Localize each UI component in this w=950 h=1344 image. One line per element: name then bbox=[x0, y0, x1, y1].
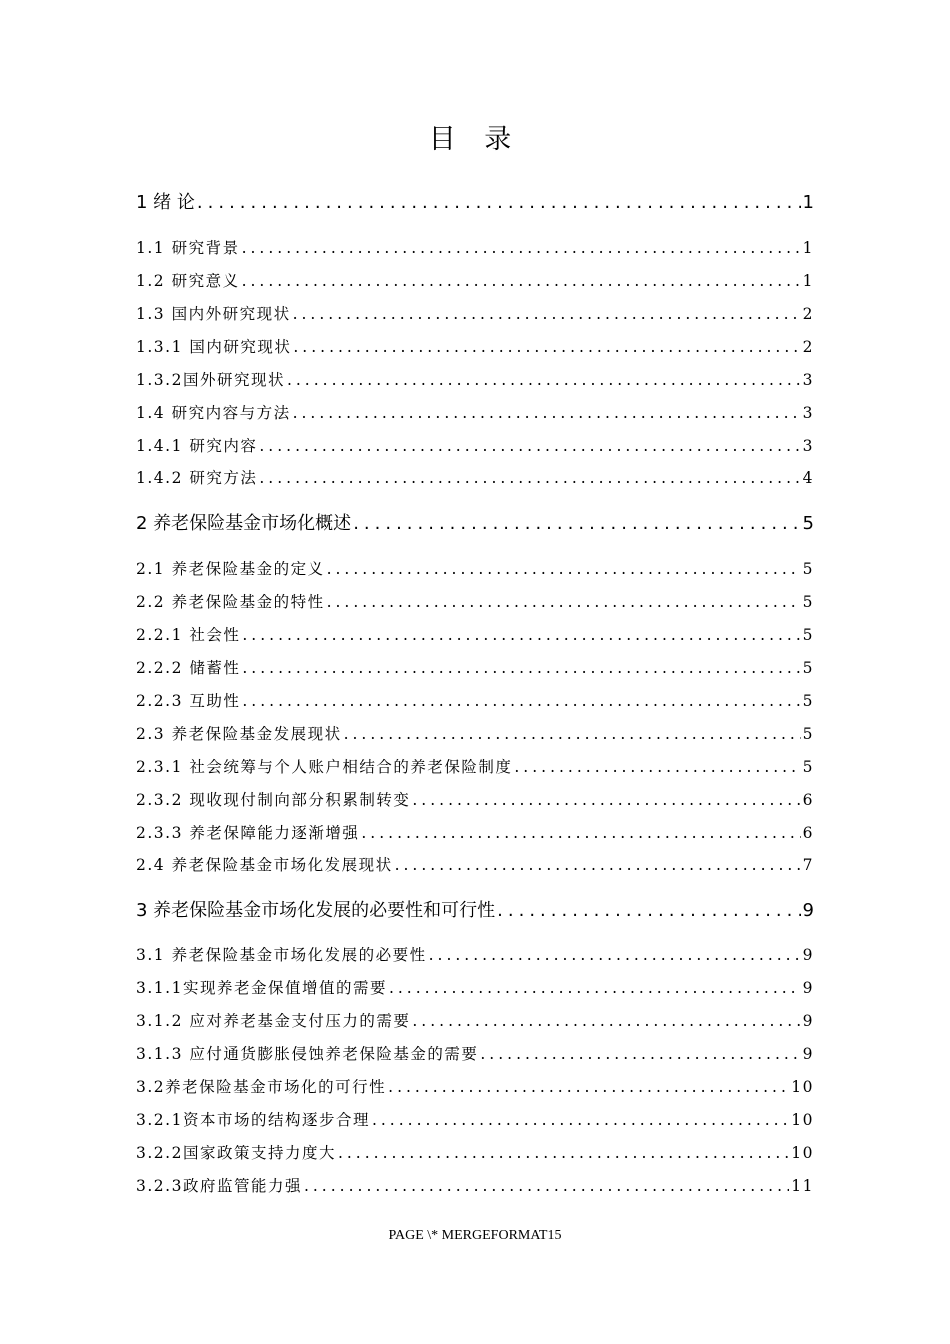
dot-leader bbox=[395, 853, 801, 877]
toc-entry-page: 11 bbox=[791, 1177, 814, 1195]
toc-entry-label: 3.1.1实现养老金保值增值的需要 bbox=[136, 979, 387, 997]
dot-leader bbox=[514, 755, 800, 779]
toc-entry-page: 2 bbox=[802, 305, 814, 323]
toc-entry-label: 3.1 养老保险基金市场化发展的必要性 bbox=[136, 946, 427, 964]
page-footer-field: PAGE \* MERGEFORMAT15 bbox=[388, 1228, 562, 1243]
toc-entry-label: 1 绪 论 bbox=[136, 192, 195, 213]
dot-leader bbox=[327, 557, 801, 581]
toc-entry-label: 3.2.3政府监管能力强 bbox=[136, 1177, 302, 1195]
toc-entry-label: 1.1 研究背景 bbox=[136, 239, 240, 257]
toc-entry-page: 10 bbox=[791, 1078, 814, 1096]
dot-leader bbox=[293, 401, 801, 425]
toc-entry-2-4[interactable] bbox=[136, 853, 814, 877]
dot-leader bbox=[353, 510, 800, 538]
dot-leader bbox=[293, 302, 801, 326]
toc-entry-label: 2.3 养老保险基金发展现状 bbox=[136, 725, 342, 743]
dot-leader bbox=[480, 1042, 800, 1066]
toc-entry-label: 2.1 养老保险基金的定义 bbox=[136, 560, 325, 578]
toc-entry-1-3[interactable] bbox=[136, 302, 814, 326]
toc-entry-label: 2.3.1 社会统筹与个人账户相结合的养老保险制度 bbox=[136, 758, 513, 776]
toc-entry-label: 3.2养老保险基金市场化的可行性 bbox=[136, 1078, 387, 1096]
toc-entry-label: 3 养老保险基金市场化发展的必要性和可行性 bbox=[136, 900, 496, 921]
dot-leader bbox=[242, 269, 801, 293]
toc-entry-label: 2.2 养老保险基金的特性 bbox=[136, 593, 325, 611]
toc-entry-2-3[interactable] bbox=[136, 722, 814, 746]
toc-entry-page: 9 bbox=[802, 979, 814, 997]
toc-entry-page: 10 bbox=[791, 1111, 814, 1129]
toc-entry-3-2[interactable] bbox=[136, 1075, 814, 1099]
toc-entry-2-2[interactable] bbox=[136, 590, 814, 614]
dot-leader bbox=[259, 466, 800, 490]
toc-entry-page: 9 bbox=[802, 946, 814, 964]
toc-entry-page: 3 bbox=[802, 371, 814, 389]
dot-leader bbox=[361, 821, 800, 845]
dot-leader bbox=[429, 943, 801, 967]
toc-entry-2-3-2[interactable] bbox=[136, 788, 814, 812]
toc-entry-label: 1.4 研究内容与方法 bbox=[136, 404, 291, 422]
toc-entry-page: 5 bbox=[802, 692, 814, 710]
dot-leader bbox=[259, 434, 800, 458]
dot-leader bbox=[242, 689, 800, 713]
dot-leader bbox=[412, 788, 800, 812]
toc-entry-1-3-2[interactable] bbox=[136, 368, 814, 392]
toc-entry-label: 1.4.1 研究内容 bbox=[136, 437, 258, 455]
toc-entry-page: 9 bbox=[802, 900, 814, 921]
toc-entry-page: 5 bbox=[802, 725, 814, 743]
toc-entry-label: 1.3 国内外研究现状 bbox=[136, 305, 291, 323]
toc-entry-page: 4 bbox=[802, 469, 814, 487]
toc-entry-2-1[interactable] bbox=[136, 557, 814, 581]
toc-entry-3-1-3[interactable] bbox=[136, 1042, 814, 1066]
toc-entry-label: 1.4.2 研究方法 bbox=[136, 469, 258, 487]
dot-leader bbox=[344, 722, 801, 746]
toc-entry-page: 9 bbox=[802, 1045, 814, 1063]
toc-entry-3-2-2[interactable] bbox=[136, 1141, 814, 1165]
dot-leader bbox=[304, 1174, 789, 1198]
toc-entry-chapter-1[interactable] bbox=[136, 189, 814, 217]
dot-leader bbox=[327, 590, 801, 614]
dot-leader bbox=[372, 1108, 789, 1132]
toc-entry-page: 5 bbox=[802, 560, 814, 578]
toc-entry-1-1[interactable] bbox=[136, 236, 814, 260]
toc-entry-chapter-3[interactable] bbox=[136, 897, 814, 925]
toc-entry-label: 2.4 养老保险基金市场化发展现状 bbox=[136, 856, 393, 874]
toc-entry-2-3-3[interactable] bbox=[136, 821, 814, 845]
toc-entry-label: 3.2.1资本市场的结构逐步合理 bbox=[136, 1111, 370, 1129]
toc-entry-page: 2 bbox=[802, 338, 814, 356]
dot-leader bbox=[388, 1075, 789, 1099]
toc-entry-page: 3 bbox=[802, 404, 814, 422]
toc-entry-page: 7 bbox=[802, 856, 814, 874]
toc-entry-label: 3.1.2 应对养老基金支付压力的需要 bbox=[136, 1012, 411, 1030]
toc-entry-label: 2.3.3 养老保障能力逐渐增强 bbox=[136, 824, 360, 842]
dot-leader bbox=[197, 189, 801, 217]
toc-entry-2-2-1[interactable] bbox=[136, 623, 814, 647]
toc-entry-page: 6 bbox=[802, 824, 814, 842]
dot-leader bbox=[338, 1141, 789, 1165]
toc-entry-3-1-2[interactable] bbox=[136, 1009, 814, 1033]
toc-entry-3-1[interactable] bbox=[136, 943, 814, 967]
toc-entry-1-4[interactable] bbox=[136, 401, 814, 425]
toc-entry-label: 2.2.3 互助性 bbox=[136, 692, 241, 710]
toc-entry-page: 5 bbox=[802, 513, 814, 534]
toc-entry-label: 1.2 研究意义 bbox=[136, 272, 240, 290]
toc-entry-label: 2.3.2 现收现付制向部分积累制转变 bbox=[136, 791, 411, 809]
toc-entry-page: 10 bbox=[791, 1144, 814, 1162]
toc-entry-page: 6 bbox=[802, 791, 814, 809]
dot-leader bbox=[287, 368, 801, 392]
dot-leader bbox=[242, 236, 801, 260]
toc-entry-page: 5 bbox=[802, 593, 814, 611]
toc-entry-page: 5 bbox=[802, 626, 814, 644]
toc-entry-label: 2.2.1 社会性 bbox=[136, 626, 241, 644]
toc-entry-page: 5 bbox=[802, 659, 814, 677]
dot-leader bbox=[389, 976, 801, 1000]
toc-entry-label: 3.1.3 应付通货膨胀侵蚀养老保险基金的需要 bbox=[136, 1045, 479, 1063]
toc-entry-label: 1.3.1 国内研究现状 bbox=[136, 338, 292, 356]
toc-entry-1-2[interactable] bbox=[136, 269, 814, 293]
toc-entry-label: 3.2.2国家政策支持力度大 bbox=[136, 1144, 336, 1162]
toc-entry-2-2-2[interactable] bbox=[136, 656, 814, 680]
toc-entry-2-3-1[interactable] bbox=[136, 755, 814, 779]
dot-leader bbox=[242, 656, 800, 680]
toc-entry-label: 2 养老保险基金市场化概述 bbox=[136, 513, 352, 534]
toc-entry-1-4-2[interactable] bbox=[136, 466, 814, 490]
toc-entry-page: 9 bbox=[802, 1012, 814, 1030]
toc-entry-page: 1 bbox=[802, 192, 814, 213]
toc-entry-page: 1 bbox=[802, 239, 814, 257]
toc-entry-page: 5 bbox=[802, 758, 814, 776]
toc-entry-3-2-1[interactable] bbox=[136, 1108, 814, 1132]
toc-entry-label: 2.2.2 储蓄性 bbox=[136, 659, 241, 677]
toc-entry-2-2-3[interactable] bbox=[136, 689, 814, 713]
dot-leader bbox=[412, 1009, 800, 1033]
toc-entry-3-2-3[interactable] bbox=[136, 1174, 814, 1198]
toc-entry-3-1-1[interactable] bbox=[136, 976, 814, 1000]
toc-entry-chapter-2[interactable] bbox=[136, 510, 814, 538]
toc-entry-1-3-1[interactable] bbox=[136, 335, 814, 359]
toc-entry-1-4-1[interactable] bbox=[136, 434, 814, 458]
dot-leader bbox=[497, 897, 800, 925]
dot-leader bbox=[242, 623, 800, 647]
dot-leader bbox=[293, 335, 800, 359]
toc-entry-page: 1 bbox=[802, 272, 814, 290]
toc-title: 目 录 bbox=[428, 124, 522, 155]
toc-entry-label: 1.3.2国外研究现状 bbox=[136, 371, 285, 389]
toc-entry-page: 3 bbox=[802, 437, 814, 455]
